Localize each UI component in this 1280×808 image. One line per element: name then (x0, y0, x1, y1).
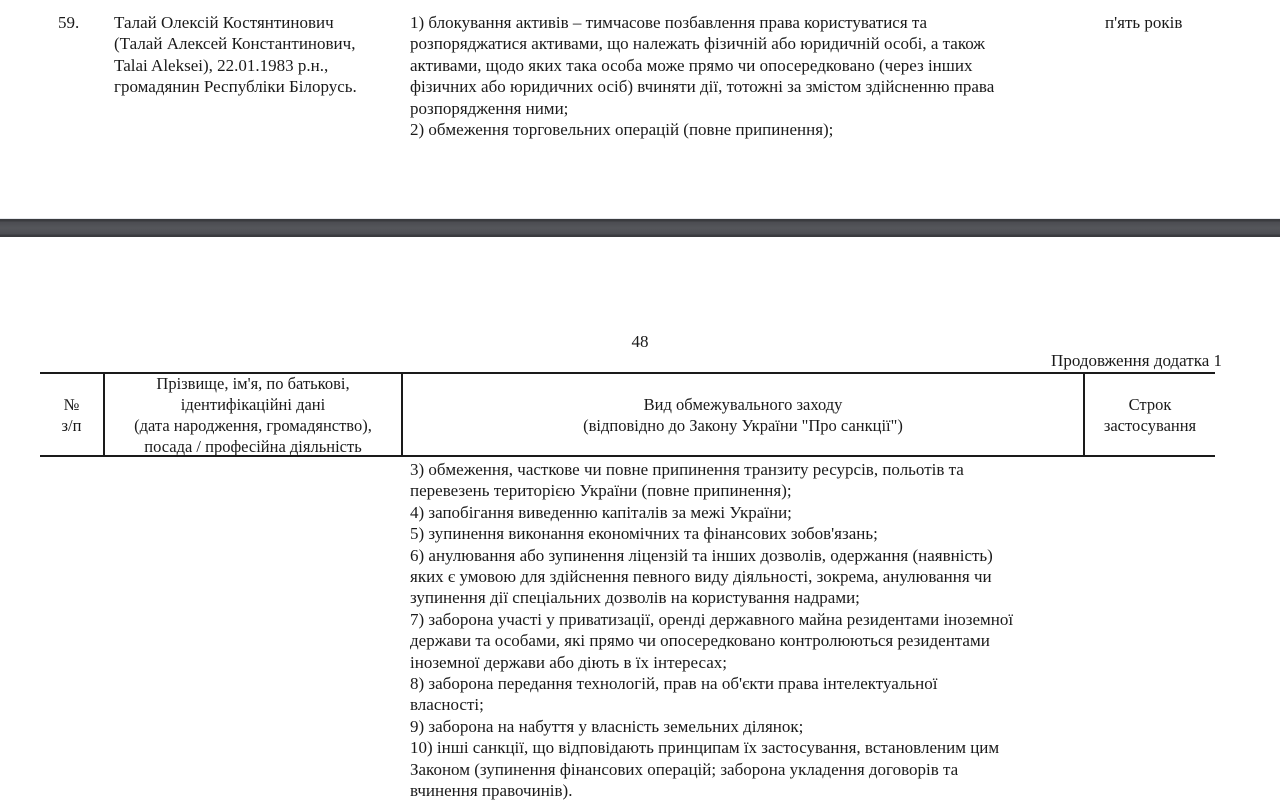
measure-line: 5) зупинення виконання економічних та фінансових зобов'язань; (410, 524, 878, 544)
person-line: Talai Aleksei), 22.01.1983 р.н., (114, 55, 329, 75)
continuation-label: Продовження додатка 1 (1051, 351, 1222, 370)
header-line: застосування (1103, 415, 1197, 435)
measure-line: 8) заборона передання технологій, прав на об'єкти права інтелектуальної (410, 674, 938, 694)
measure-line: 2) обмеження торговельних операцій (повне припинення); (410, 120, 834, 140)
measure-line: 3) обмеження, часткове чи повне припинення транзиту ресурсів, польотів та (410, 460, 964, 479)
sanction-measures (410, 12, 994, 140)
page-separator (0, 219, 1280, 237)
measure-line: Законом (зупинення фінансових операцій; заборона укладення договорів та (410, 759, 959, 779)
measure-line: 6) анулювання або зупинення ліцензій та інших дозволів, одержання (наявність) (410, 545, 993, 565)
measure-line: 9) заборона на набуття у власність земельних ділянок; (410, 716, 804, 736)
measure-line: вчинення правочинів). (410, 781, 573, 801)
document-page-47 (0, 0, 1280, 219)
measure-line: розпоряджатися активами, що належать фізичній або юридичній особі, а також (410, 34, 986, 54)
sanction-measures-continued (410, 459, 1013, 802)
measure-line: зупинення дії спеціальних дозволів на користування надрами; (410, 588, 860, 608)
measure-line: 7) заборона участі у приватизації, оренді державного майна резидентами іноземної (410, 609, 1014, 629)
person-line: Талай Олексій Костянтинович (114, 13, 334, 32)
measure-line: власності; (410, 695, 484, 715)
measure-line: активами, щодо яких така особа може прямо чи опосередковано (через інших (410, 55, 973, 75)
header-line: (відповідно до Закону України "Про санкції") (583, 415, 903, 435)
person-line: громадянин Республіки Білорусь. (114, 77, 357, 97)
header-line: (дата народження, громадянство), (134, 415, 372, 435)
header-line: посада / професійна діяльність (144, 436, 362, 456)
measure-line: 10) інші санкції, що відповідають принципам їх застосування, встановленим цим (410, 738, 1000, 758)
measure-line: розпорядження ними; (410, 98, 569, 118)
header-measure (403, 374, 1083, 455)
header-term (1085, 374, 1215, 455)
table-header (40, 372, 1215, 457)
person-details (114, 12, 357, 98)
header-line: Строк (1128, 394, 1172, 414)
measure-line: фізичних або юридичних осіб) вчиняти дії, тотожні за змістом здійсненню права (410, 77, 995, 97)
header-number (40, 374, 103, 455)
measure-line: 1) блокування активів – тимчасове позбавлення права користуватися та (410, 13, 928, 32)
measure-line: іноземної держави або діють в їх інтересах; (410, 652, 728, 672)
header-line: з/п (61, 415, 82, 435)
header-line: № (63, 394, 80, 414)
sanction-term: п'ять років (1105, 13, 1183, 32)
person-line: (Талай Алексей Константинович, (114, 34, 356, 54)
measure-line: перевезень територією України (повне припинення); (410, 481, 792, 501)
header-line: Вид обмежувального заходу (643, 394, 843, 414)
header-line: Прізвище, ім'я, по батькові, (156, 373, 350, 393)
header-line: ідентифікаційні дані (180, 394, 326, 414)
page-number: 48 (631, 332, 649, 351)
measure-line: яких є умовою для здійснення певного виду діяльності, зокрема, анулювання чи (410, 567, 992, 587)
header-person (105, 374, 401, 455)
measure-line: 4) запобігання виведенню капіталів за межі України; (410, 502, 792, 522)
measure-line: держави та особами, які прямо чи опосередковано контролюються резидентами (410, 631, 990, 651)
entry-number: 59. (58, 13, 80, 32)
